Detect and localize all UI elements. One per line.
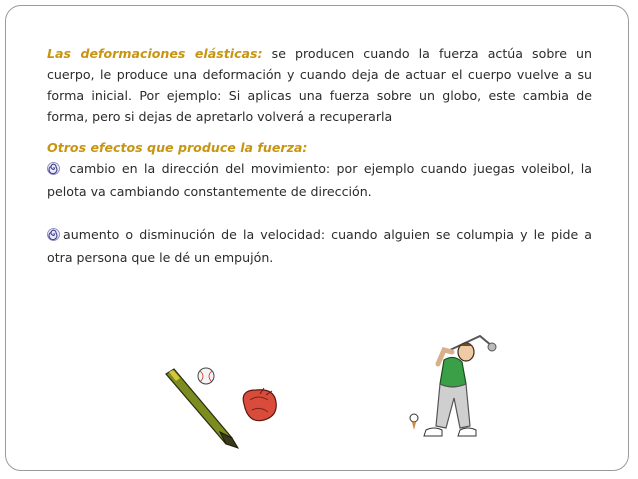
baseball-glove-icon — [243, 388, 276, 421]
slide-content — [47, 43, 592, 290]
bullet-direction-text: cambio en la dirección del movimiento: por ejemplo cuando juegas voleibol, la pelota va cambiando constantemente de dirección. — [47, 161, 592, 199]
spiral-bullet-icon — [47, 226, 60, 247]
baseball-icon — [198, 368, 214, 384]
baseball-bat-ball-glove-icon — [160, 360, 300, 459]
golfer-icon — [400, 330, 510, 454]
bullet-speed-text: aumento o disminución de la velocidad: cuando alguien se columpia y le pide a otra persona que le dé un empujón. — [47, 227, 592, 265]
spiral-bullet-icon — [47, 160, 60, 181]
bullet-item-speed — [47, 224, 592, 268]
section-heading: Otros efectos que produce la fuerza: — [47, 140, 308, 155]
paragraph-elastic-text: se producen cuando la fuerza actúa sobre un cuerpo, le produce una deformación y cuando deja de actuar el cuerpo vuelve a su forma inicial. Por ejemplo: Si aplicas una fuerza sobre un globo, este cambia de forma, pero si dejas de apretarlo volverá a recuperarla — [47, 46, 592, 124]
bullet-item-direction — [47, 158, 592, 202]
term-elastic-deformation: Las deformaciones elásticas: — [47, 46, 263, 61]
paragraph-elastic-deformation — [47, 43, 592, 127]
